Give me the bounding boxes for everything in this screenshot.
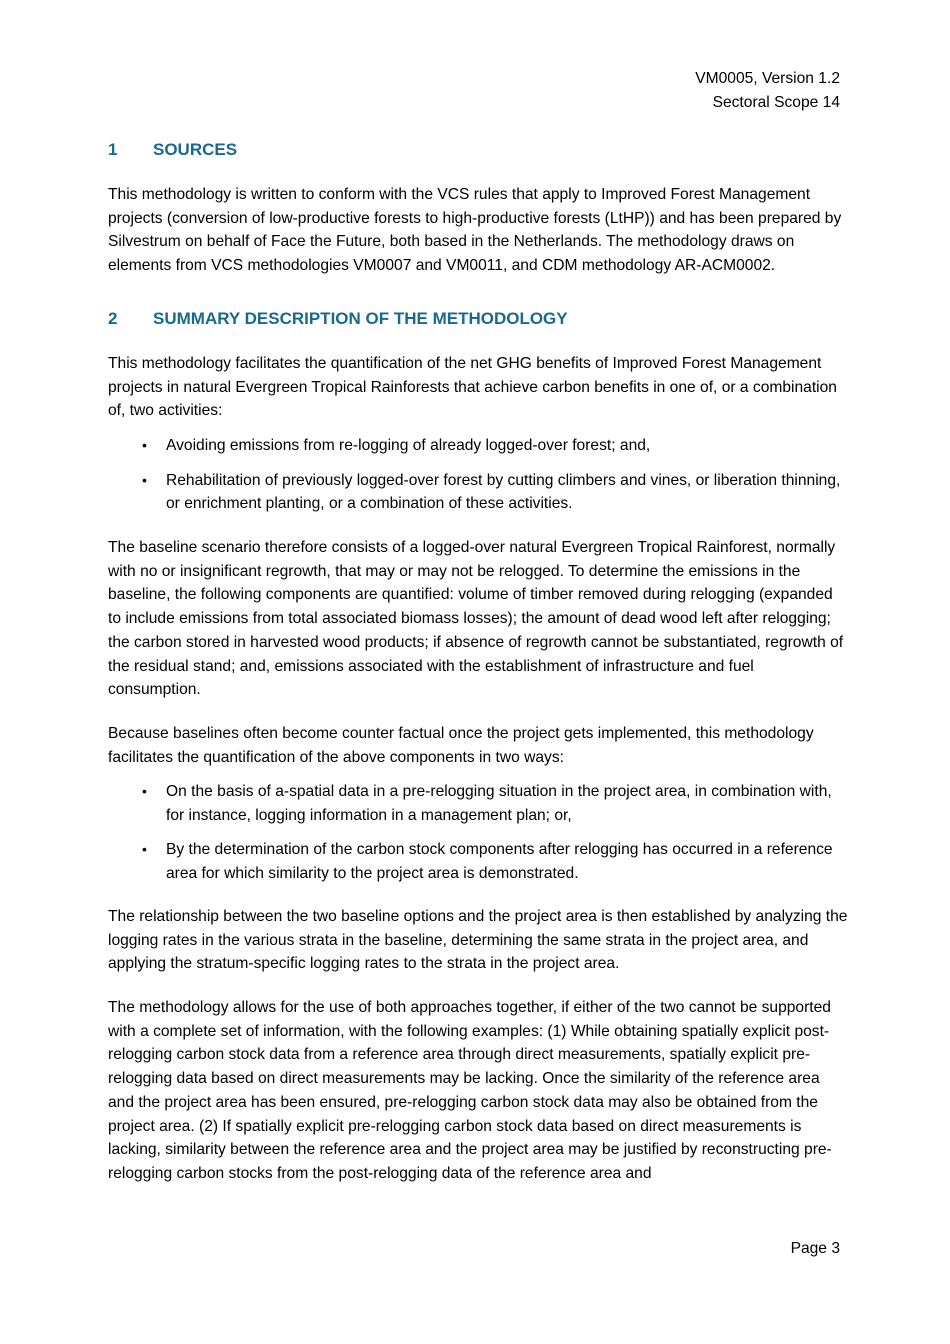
list-item <box>108 469 848 516</box>
section-heading-summary <box>108 308 568 330</box>
section-heading-sources <box>108 139 237 161</box>
header-sectoral-scope: Sectoral Scope 14 <box>712 93 840 111</box>
list-item <box>108 838 848 885</box>
paragraph-sources: This methodology is written to conform with the VCS rules that apply to Improved Forest Management projects (conversion of low-productive forests to high-productive forests (LtHP)) and has been prepared by Silvestrum on behalf of Face the Future, both based in the Netherlands. The methodology draws on elements from VCS methodologies VM0007 and VM0011, and CDM methodology AR-ACM0002. <box>108 186 842 275</box>
paragraph-summary-intro: This methodology facilitates the quantification of the net GHG benefits of Improved Forest Management projects in natural Evergreen Tropical Rainforests that achieve carbon benefits in one of, or a combination of, two activities: <box>108 355 837 420</box>
list-item-text: Avoiding emissions from re-logging of already logged-over forest; and, <box>166 437 651 454</box>
bullet-icon: • <box>142 437 147 453</box>
bullet-list-ways <box>108 780 848 897</box>
paragraph-baseline-scenario: The baseline scenario therefore consists of a logged-over natural Evergreen Tropical Rainforest, normally with no or insignificant regrowth, that may or may not be relogged. To determine the emissions in the baseline, the following components are quantified: volume of timber removed during relogging (expanded to include emissions from total associated biomass losses); the amount of dead wood left after relogging; the carbon stored in harvested wood products; if absence of regrowth cannot be substantiated, regrowth of the residual stand; and, emissions associated with the establishment of infrastructure and fuel consumption. <box>108 539 844 699</box>
bullet-list-activities <box>108 434 848 527</box>
bullet-icon: • <box>142 841 147 858</box>
paragraph-baselines-counterfactual: Because baselines often become counter factual once the project gets implemented, this methodology facilitates the quantification of the above components in two ways: <box>108 725 814 766</box>
bullet-icon: • <box>142 783 147 799</box>
section-number: 2 <box>108 309 118 328</box>
paragraph-combined-approaches: The methodology allows for the use of both approaches together, if either of the two cannot be supported with a complete set of information, with the following examples: (1) While obtaining spatially explicit post-relogging carbon stock data from a reference area through direct measurements, spatially explicit pre-relogging data based on direct measurements may be lacking. Once the similarity of the reference area and the project area has been ensured, pre-relogging carbon stock data may also be obtained from the project area. (2) If spatially explicit pre-relogging carbon stock data based on direct measurements is lacking, similarity between the reference area and the project area may be justified by reconstructing pre-relogging carbon stocks from the post-relogging data of the reference area and <box>108 999 832 1182</box>
list-item-text: On the basis of a-spatial data in a pre-relogging situation in the project area, in combination with, for instance, logging information in a management plan; or, <box>166 783 832 824</box>
section-title: SUMMARY DESCRIPTION OF THE METHODOLOGY <box>153 309 568 328</box>
section-title: SOURCES <box>153 140 238 159</box>
list-item-text: By the determination of the carbon stock components after relogging has occurred in a reference area for which similarity to the project area is demonstrated. <box>166 841 833 883</box>
list-item <box>108 780 848 827</box>
section-number: 1 <box>108 140 118 159</box>
paragraph-relationship: The relationship between the two baseline options and the project area is then established by analyzing the logging rates in the various strata in the baseline, determining the same strata in the project area, and applying the stratum-specific logging rates to the strata in the project area. <box>108 908 848 973</box>
page-number: Page 3 <box>790 1240 840 1257</box>
list-item <box>108 434 848 458</box>
header-methodology-version: VM0005, Version 1.2 <box>695 70 840 87</box>
document-header <box>695 67 840 114</box>
list-item-text: Rehabilitation of previously logged-over forest by cutting climbers and vines, or liberation thinning, or enrichment planting, or a combination of these activities. <box>166 471 841 513</box>
bullet-icon: • <box>142 471 147 488</box>
